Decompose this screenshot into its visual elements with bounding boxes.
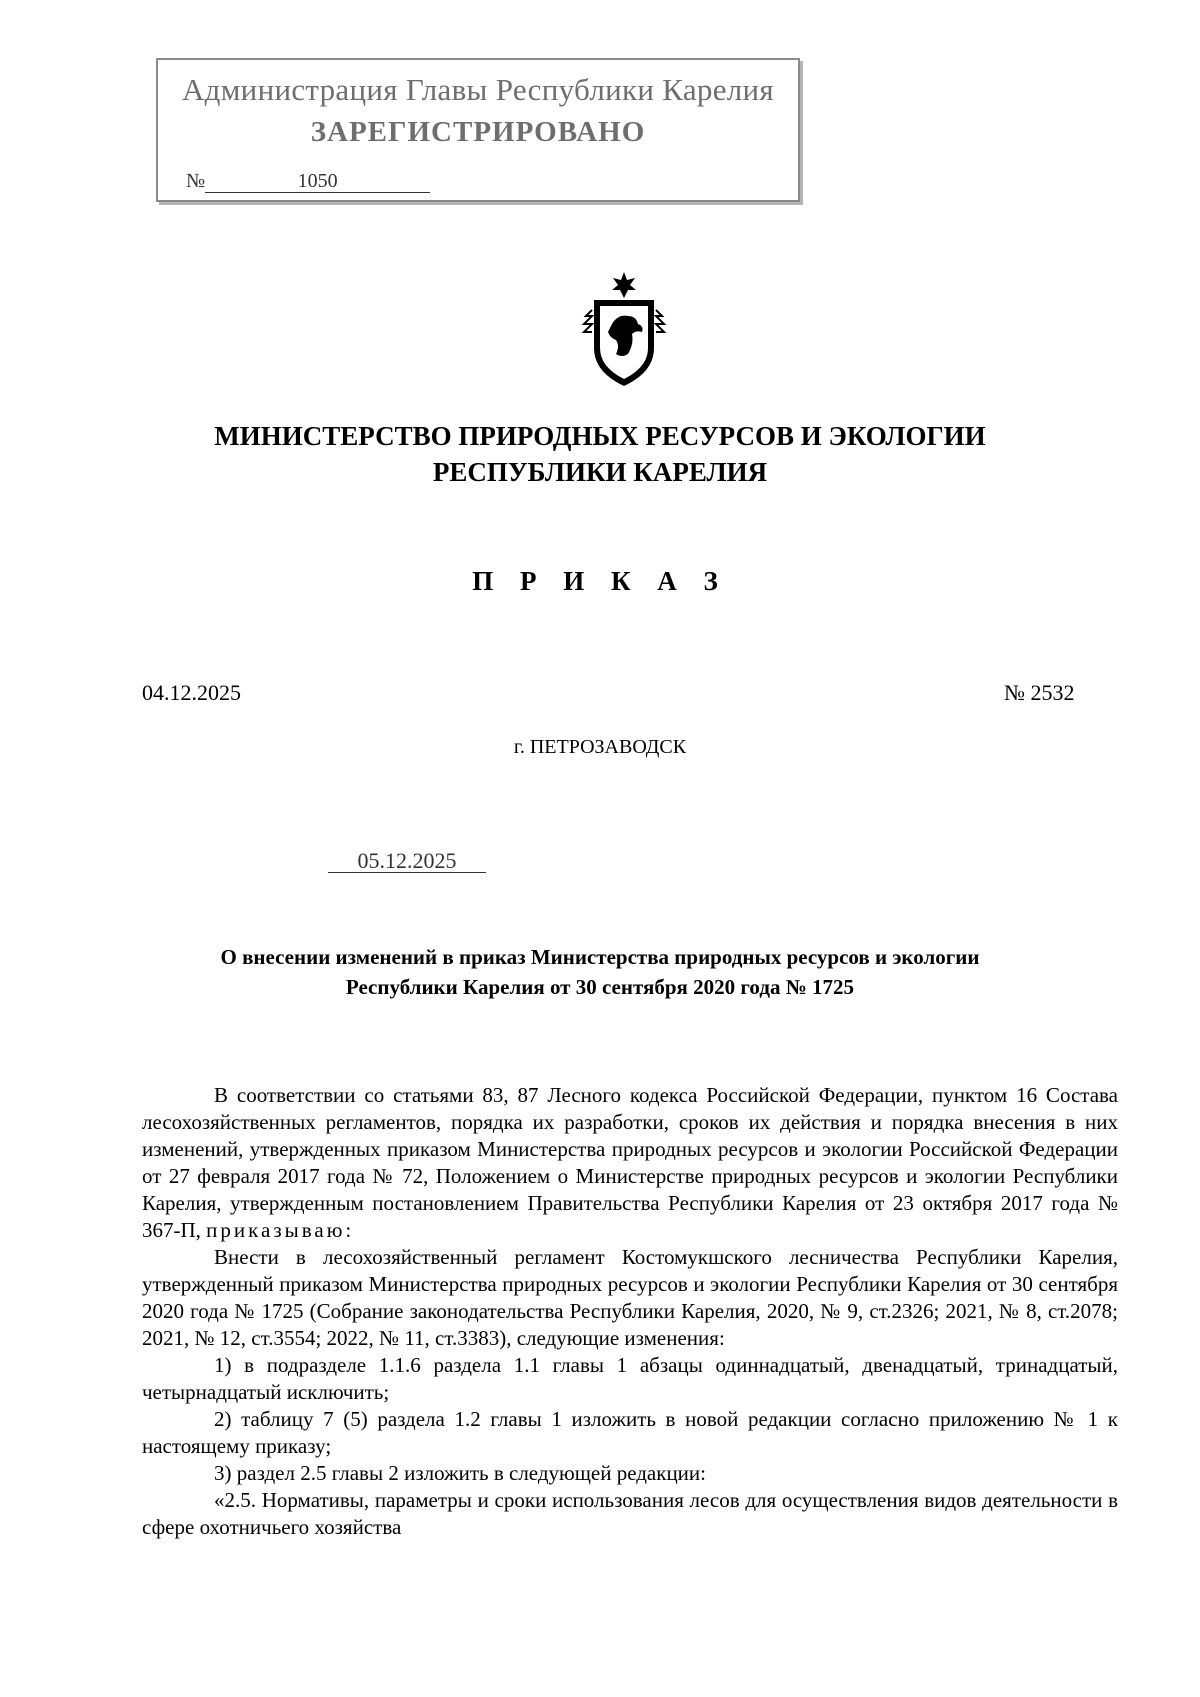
body-paragraph-5: 3) раздел 2.5 главы 2 изложить в следующей редакции: xyxy=(214,1461,706,1485)
stamp-authority: Администрация Главы Республики Карелия xyxy=(182,72,774,107)
stamp-registered: ЗАРЕГИСТРИРОВАНО xyxy=(310,116,646,148)
ministry-line-2: РЕСПУБЛИКИ КАРЕЛИЯ xyxy=(432,457,768,487)
ministry-name xyxy=(0,418,1200,490)
document-date: 04.12.2025 xyxy=(142,680,241,705)
stamp-number: 1050 xyxy=(205,170,430,193)
body-paragraph-1-text: В соответствии со статьями 83, 87 Лесного кодекса Российской Федерации, пунктом 16 Состава лесохозяйственных регламентов, порядка их разработки, сроков их действия и порядка внесения в них изменений, утвержденных приказом Министерства природных ресурсов и экологии Российской Федерации от 27 февраля 2017 года № 72, Положением о Министерстве природных ресурсов и экологии Республики Карелия, утвержденным постановлением Правительства Республики Карелия от 23 октября 2017 года № 367-П, xyxy=(142,1083,1118,1242)
body-paragraph-4: 2) таблицу 7 (5) раздела 1.2 главы 1 изложить в новой редакции согласно приложению № 1 к настоящему приказу; xyxy=(142,1407,1118,1458)
subject-line-1: О внесении изменений в приказ Министерства природных ресурсов и экологии xyxy=(220,945,980,969)
ministry-line-1: МИНИСТЕРСТВО ПРИРОДНЫХ РЕСУРСОВ И ЭКОЛОГИИ xyxy=(214,421,986,451)
subject-line-2: Республики Карелия от 30 сентября 2020 года № 1725 xyxy=(345,975,855,999)
stamp-date: 05.12.2025 xyxy=(328,850,486,873)
document-body xyxy=(142,1082,1118,1541)
body-paragraph-3: 1) в подразделе 1.1.6 раздела 1.1 главы 1 абзацы одиннадцатый, двенадцатый, тринадцатый, четырнадцатый исключить; xyxy=(142,1353,1118,1404)
document-subject xyxy=(0,942,1200,1002)
body-paragraph-1 xyxy=(142,1082,1118,1244)
karelia-coat-of-arms-icon xyxy=(574,270,674,390)
body-paragraph-2: Внести в лесохозяйственный регламент Костомукшского лесничества Республики Карелия, утвержденный приказом Министерства природных ресурсов и экологии Республики Карелия от 30 сентября 2020 года № 1725 (Собрание законодательства Республики Карелия, 2020, № 9, ст.2326; 2021, № 8, ст.2078; 2021, № 12, ст.3554; 2022, № 11, ст.3383), следующие изменения: xyxy=(142,1245,1118,1350)
order-word: приказываю: xyxy=(206,1218,355,1242)
stamp-number-sign: № xyxy=(186,170,206,192)
body-paragraph-6: «2.5. Нормативы, параметры и сроки использования лесов для осуществления видов деятельности в сфере охотничьего хозяйства xyxy=(142,1488,1118,1539)
document-number: № 2532 xyxy=(1004,680,1075,705)
document-type: П Р И К А З xyxy=(472,566,728,596)
document-city: г. ПЕТРОЗАВОДСК xyxy=(513,736,687,758)
